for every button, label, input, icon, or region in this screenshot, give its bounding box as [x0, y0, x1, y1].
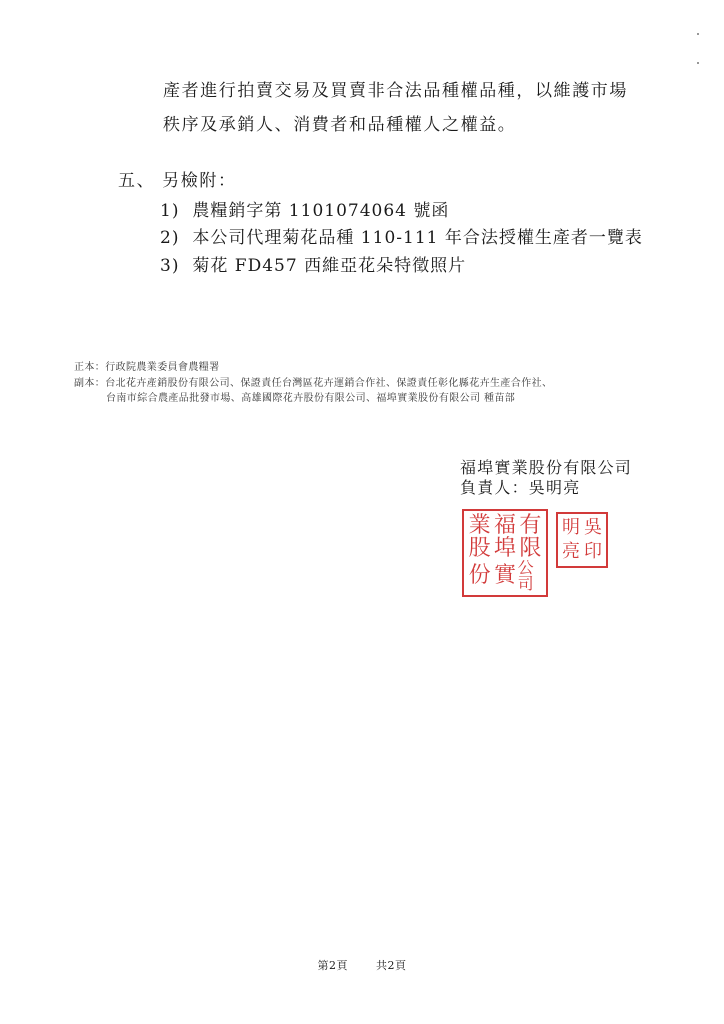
attachment-number: 2) — [160, 228, 180, 248]
original-label: 正本： — [74, 362, 106, 373]
attachment-item-1 — [160, 196, 449, 221]
seal-char: 埠 — [493, 535, 516, 561]
seal-char: 福 — [493, 512, 516, 538]
body-text-line-1: 產者進行拍賣交易及買賣非合法品種權品種，以維護市場 — [163, 81, 628, 101]
section-heading: 五、 另檢附： — [118, 171, 237, 191]
scan-speck — [697, 33, 699, 35]
seal-char: 業 — [468, 512, 491, 538]
seal-char: 吳 — [584, 517, 602, 538]
copies-recipients-1: 台北花卉產銷股份有限公司、保證責任台灣區花卉運銷合作社、保證責任彰化縣花卉生產合作社、 — [105, 378, 553, 389]
attachment-item-3 — [160, 251, 466, 276]
distribution-original — [74, 358, 220, 373]
seal-char: 限 — [519, 535, 542, 561]
page-footer — [0, 957, 724, 973]
seal-char: 明 — [562, 517, 580, 538]
attachment-number: 3) — [160, 256, 180, 276]
signature-representative: 負責人：吳明亮 — [460, 478, 581, 497]
body-text-line-2: 秩序及承銷人、消費者和品種權人之權益。 — [163, 115, 517, 135]
scan-speck — [697, 62, 699, 64]
seal-char: 份 — [468, 563, 491, 588]
attachment-text: 菊花 FD457 西維亞花朵特徵照片 — [192, 256, 467, 276]
company-seal — [462, 509, 548, 597]
page-number: 第2頁 — [317, 959, 348, 972]
seal-char: 實 — [493, 563, 516, 588]
signature-company: 福埠實業股份有限公司 — [460, 458, 633, 477]
attachment-text: 本公司代理菊花品種 110-111 年合法授權生產者一覽表 — [192, 228, 643, 248]
copies-label: 副本： — [74, 378, 106, 389]
representative-seal — [556, 512, 608, 568]
original-recipient: 行政院農業委員會農糧署 — [105, 362, 220, 373]
page-total: 共2頁 — [376, 959, 407, 972]
distribution-copies-1 — [74, 374, 552, 389]
seal-char: 股 — [468, 535, 491, 561]
seal-char: 有 — [519, 512, 542, 538]
seal-char: 印 — [584, 541, 602, 562]
distribution-copies-2: 台南市綜合農產品批發市場、高雄國際花卉股份有限公司、福埠實業股份有限公司 種苗部 — [106, 393, 516, 404]
attachment-text: 農糧銷字第 1101074064 號函 — [192, 201, 450, 221]
attachment-number: 1) — [160, 201, 180, 221]
seal-char: 亮 — [562, 541, 580, 562]
attachment-item-2 — [160, 223, 643, 248]
seal-char: 公司 — [517, 558, 534, 593]
